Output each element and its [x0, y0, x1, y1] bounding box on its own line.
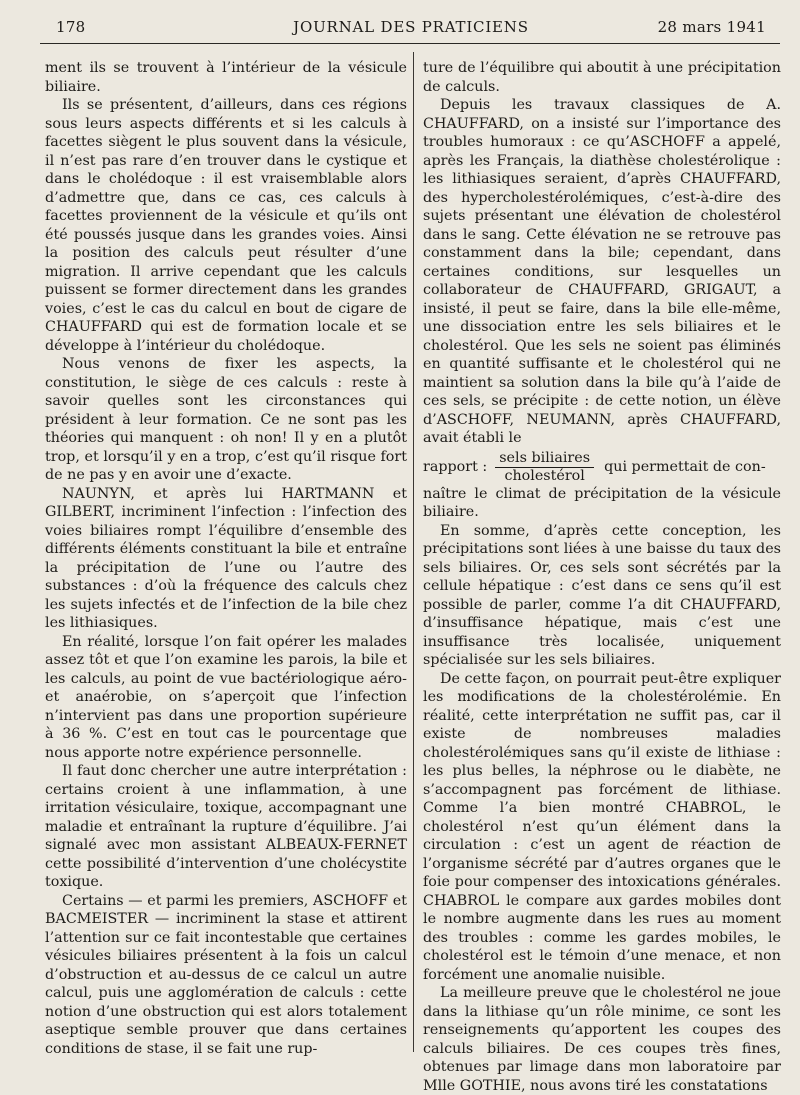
paragraph: En somme, d’après cette conception, les précipitations sont liées à une baisse du taux des sels biliaires. Or, ces sels sont sécrétés par la cellule hépatique : c’est dans ce sens qu’il est possible de parler, comme l’a dit CHAUFFARD, d’insuffisance hépatique, mais c’est une insuffisance très localisée, uniquement spécialisée sur les sels biliaires.	[423, 522, 781, 668]
paragraph: Ils se présentent, d’ailleurs, dans ces régions sous leurs aspects différents et si les calculs à facettes siègent le plus souvent dans la vésicule, il n’est pas rare d’en trouver dans le cystique et dans le cholédoque : il est vraisemblable alors d’admettre que, dans ce cas, ces calculs à facettes proviennent de la vésicule et qu’ils ont été poussés jusque dans les grandes voies. Ainsi la position des calculs peut résulter d’une migration. Il arrive cependant que les calculs puissent se former directement dans les grandes voies, c’est le cas du calcul en bout de cigare de CHAUFFARD qui est de formation locale et se développe à l’intérieur du cholédoque.	[45, 97, 407, 354]
paragraph: ment ils se trouvent à l’intérieur de la vésicule biliaire.	[45, 60, 407, 95]
paragraph: En réalité, lorsque l’on fait opérer les malades assez tôt et que l’on examine les parois, la bile et les calculs, au point de vue bactériologique aéro- et anaérobie, on s’aperçoit que l’infection n’intervient pas dans une proportion supérieure à 36 %. C’est en tout cas le pourcentage que nous apporte notre expérience personnelle.	[45, 633, 407, 761]
header-rule	[40, 43, 780, 44]
journal-title: JOURNAL DES PRATICIENS	[293, 18, 529, 36]
column-divider	[413, 52, 414, 1052]
paragraph: Nous venons de fixer les aspects, la constitution, le siège de ces calculs : reste à savoir quelles sont les circonstances qui président à leur formation. Ce ne sont pas les théories qui manquent : oh non! Il y en a plutôt trop, et lorsqu’il y en a trop, c’est qu’il risque fort de ne pas y en avoir une d’exacte.	[45, 356, 407, 483]
right-column	[423, 59, 781, 1094]
paragraph: ture de l’équilibre qui aboutit à une précipitation de calculs.	[423, 60, 781, 95]
ratio-formula	[423, 450, 781, 485]
page-number: 178	[56, 18, 86, 36]
running-header	[56, 18, 766, 40]
paragraph: La meilleure preuve que le cholestérol ne joue dans la lithiase qu’un rôle minime, ce sont les renseignements qu’apportent les coupes des calculs biliaires. De ces coupes très fines, obtenues par limage dans mon laboratoire par Mlle GOTHIE, nous avons tiré les constatations	[423, 985, 781, 1094]
paragraph: Depuis les travaux classiques de A. CHAUFFARD, on a insisté sur l’importance des troubles humoraux : ce qu’ASCHOFF a appelé, après les Français, la diathèse cholestérolique : les lithiasiques seraient, d’après CHAUFFARD, des hypercholestérolémiques, c’est-à-dire des sujets présentant une élévation de cholestérol dans le sang. Cette élévation ne se retrouve pas constamment dans la bile; cependant, dans certaines conditions, sur lesquelles un collaborateur de CHAUFFARD, GRIGAUT, a insisté, il peut se faire, dans la bile elle-même, une dissociation entre les sels biliaires et le cholestérol. Que les sels ne soient pas éliminés en quantité suffisante et le cholestérol qui ne maintient sa solution dans la bile qu’à l’aide de ces sels, se précipite : de cette notion, un élève d’ASCHOFF, NEUMANN, après CHAUFFARD, avait établi le	[423, 97, 781, 446]
formula-continuation: qui permettait de con-	[604, 458, 766, 475]
left-column	[45, 59, 407, 1057]
paragraph: naître le climat de précipitation de la vésicule biliaire.	[423, 485, 781, 520]
fraction-denominator: cholestérol	[504, 467, 585, 484]
paragraph: NAUNYN, et après lui HARTMANN et GILBERT, incriminent l’infection : l’infection des voies biliaires rompt l’équilibre d’ensemble des différents éléments constituant la bile et entraîne la précipitation de l’une ou l’autre des substances : d’où la fréquence des calculs chez les sujets infectés et de l’infection de la bile chez les lithiasiques.	[45, 485, 407, 631]
fraction-numerator: sels biliaires	[495, 450, 594, 468]
paragraph: De cette façon, on pourrait peut-être expliquer les modifications de la cholestérolémie. En réalité, cette interprétation ne suffit pas, car il existe de nombreuses maladies cholestérolémiques sans qu’il existe de lithiase : les plus belles, la néphrose ou le diabète, ne s’accompagnent pas forcément de lithiase. Comme l’a bien montré CHABROL, le cholestérol n’est qu’un élément dans la circulation : c’est un agent de réaction de l’organisme sécrété par d’autres organes que le foie pour compenser des intoxications générales. CHABROL le compare aux gardes mobiles dont le nombre augmente dans les rues au moment des troubles : comme les gardes mobiles, le cholestérol est le témoin d’une menace, et non forcément une anomalie nuisible.	[423, 670, 781, 983]
formula-label: rapport :	[423, 458, 488, 475]
issue-date: 28 mars 1941	[657, 18, 766, 36]
paragraph: Certains — et parmi les premiers, ASCHOFF et BACMEISTER — incriminent la stase et attirent l’attention sur ce fait incontestable que certaines vésicules biliaires présentent à la fois un calcul d’obstruction et au-dessus de ce calcul un autre calcul, puis une agglomération de calculs : cette notion d’une obstruction qui est alors totalement aseptique semble prouver que dans certaines conditions de stase, il se fait une rup-	[45, 892, 407, 1057]
fraction	[495, 450, 594, 485]
paragraph: Il faut donc chercher une autre interprétation : certains croient à une inflammation, à une irritation vésiculaire, toxique, accompagnant une maladie et entraînant la rupture d’équilibre. J’ai signalé avec mon assistant ALBEAUX-FERNET cette possibilité d’intervention d’une cholécystite toxique.	[45, 763, 407, 890]
